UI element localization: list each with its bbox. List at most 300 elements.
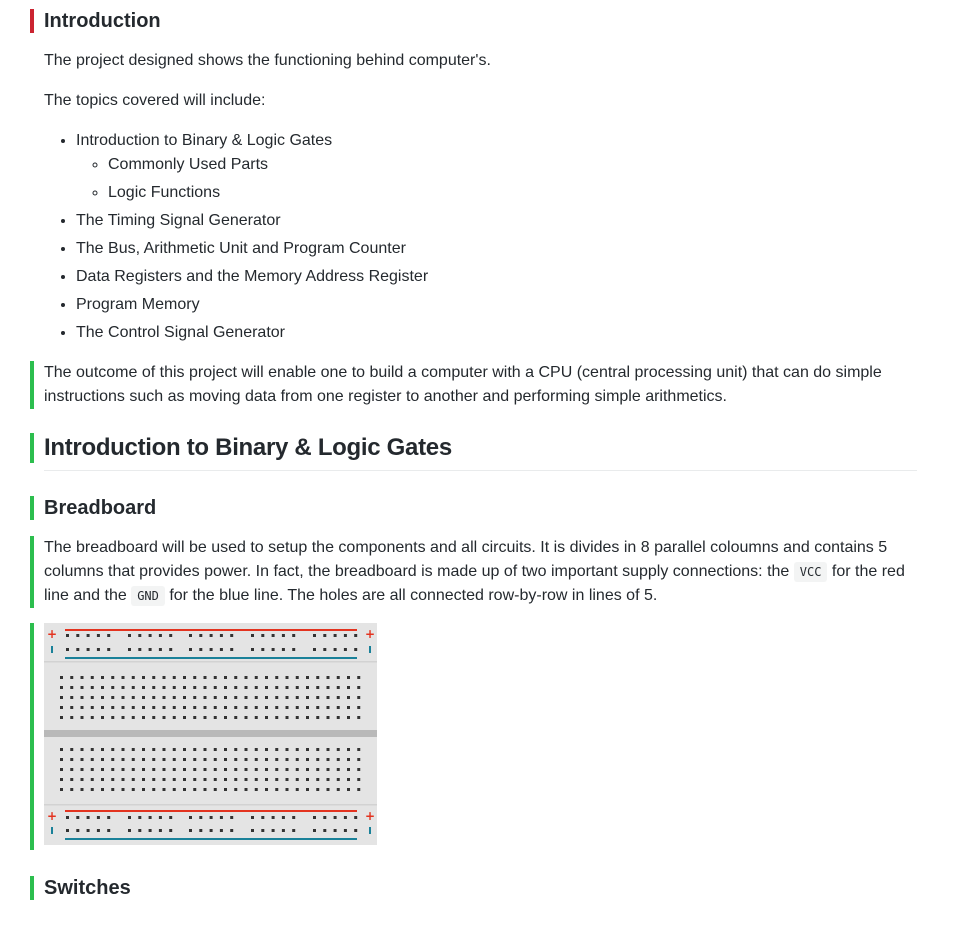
list-item: ◦ Logic Functions	[108, 181, 428, 205]
terminal-hole	[214, 788, 217, 791]
terminal-hole	[152, 706, 155, 709]
heading-divider	[44, 470, 917, 471]
terminal-hole	[265, 758, 268, 761]
rail-hole	[149, 648, 152, 651]
terminal-hole	[111, 706, 114, 709]
terminal-hole	[142, 748, 145, 751]
terminal-hole	[306, 758, 309, 761]
terminal-hole	[142, 716, 145, 719]
terminal-hole	[306, 768, 309, 771]
terminal-hole	[275, 706, 278, 709]
rail-hole	[323, 829, 326, 832]
terminal-hole	[245, 706, 248, 709]
rail-hole	[97, 634, 100, 637]
rail-hole	[138, 816, 141, 819]
rail-hole	[334, 829, 337, 832]
terminal-hole	[306, 696, 309, 699]
terminal-hole	[111, 768, 114, 771]
terminal-hole	[224, 778, 227, 781]
terminal-hole	[152, 676, 155, 679]
terminal-hole	[163, 696, 166, 699]
rail-hole	[323, 648, 326, 651]
rail-hole	[313, 816, 316, 819]
terminal-hole	[255, 676, 258, 679]
rail-hole	[261, 634, 264, 637]
terminal-hole	[234, 696, 237, 699]
rail-hole	[282, 634, 285, 637]
terminal-hole	[224, 768, 227, 771]
terminal-hole	[173, 778, 176, 781]
terminal-hole	[275, 676, 278, 679]
terminal-hole	[60, 696, 63, 699]
terminal-hole	[337, 716, 340, 719]
terminal-hole	[337, 758, 340, 761]
rail-hole	[261, 648, 264, 651]
terminal-hole	[347, 758, 350, 761]
terminal-hole	[234, 788, 237, 791]
terminal-hole	[193, 696, 196, 699]
terminal-hole	[183, 676, 186, 679]
rail-hole	[199, 634, 202, 637]
terminal-hole	[142, 778, 145, 781]
terminal-hole	[337, 778, 340, 781]
list-item: • The Bus, Arithmetic Unit and Program Counter	[76, 237, 428, 261]
rail-hole	[344, 829, 347, 832]
terminal-hole	[265, 706, 268, 709]
rail-hole	[169, 634, 172, 637]
terminal-hole	[101, 716, 104, 719]
terminal-hole	[296, 788, 299, 791]
terminal-hole	[255, 758, 258, 761]
terminal-hole	[327, 778, 330, 781]
rail-hole	[292, 634, 295, 637]
terminal-hole	[81, 696, 84, 699]
terminal-hole	[122, 706, 125, 709]
terminal-hole	[91, 748, 94, 751]
terminal-hole	[316, 706, 319, 709]
terminal-hole	[347, 696, 350, 699]
terminal-hole	[286, 768, 289, 771]
terminal-hole	[245, 758, 248, 761]
terminal-hole	[152, 758, 155, 761]
terminal-hole	[204, 696, 207, 699]
terminal-hole	[70, 676, 73, 679]
terminal-hole	[81, 716, 84, 719]
terminal-hole	[173, 716, 176, 719]
rail-hole	[261, 829, 264, 832]
terminal-hole	[337, 748, 340, 751]
rail-hole	[189, 634, 192, 637]
terminal-hole	[275, 788, 278, 791]
list-item	[76, 129, 428, 205]
terminal-hole	[81, 748, 84, 751]
terminal-hole	[316, 696, 319, 699]
terminal-hole	[173, 788, 176, 791]
terminal-hole	[327, 716, 330, 719]
terminal-hole	[224, 748, 227, 751]
terminal-hole	[101, 758, 104, 761]
rail-hole	[230, 829, 233, 832]
rail-hole	[313, 648, 316, 651]
terminal-hole	[111, 716, 114, 719]
plus-icon: +	[364, 809, 376, 823]
terminal-hole	[152, 696, 155, 699]
terminal-hole	[132, 768, 135, 771]
terminal-hole	[163, 768, 166, 771]
terminal-hole	[142, 706, 145, 709]
rail-hole	[323, 816, 326, 819]
rail-hole	[76, 648, 79, 651]
rail-hole	[128, 816, 131, 819]
terminal-hole	[275, 748, 278, 751]
rail-hole	[272, 634, 275, 637]
terminal-hole	[70, 716, 73, 719]
terminal-hole	[275, 758, 278, 761]
terminal-hole	[101, 768, 104, 771]
heading-breadboard: Breadboard	[30, 496, 156, 520]
terminal-hole	[357, 686, 360, 689]
rail-hole	[97, 829, 100, 832]
breadboard-text-3: for the blue line. The holes are all connected row-by-row in lines of 5.	[169, 587, 658, 604]
terminal-hole	[214, 696, 217, 699]
terminal-hole	[204, 676, 207, 679]
rail-hole	[334, 816, 337, 819]
rail-hole	[251, 816, 254, 819]
rail-hole	[87, 816, 90, 819]
plus-icon: +	[364, 627, 376, 641]
bottom-rail-negative-line	[65, 838, 357, 840]
terminal-hole	[316, 676, 319, 679]
rail-hole	[149, 634, 152, 637]
terminal-hole	[255, 716, 258, 719]
rail-hole	[354, 634, 357, 637]
terminal-hole	[245, 686, 248, 689]
rail-hole	[334, 648, 337, 651]
terminal-hole	[183, 748, 186, 751]
terminal-hole	[286, 758, 289, 761]
terminal-hole	[286, 788, 289, 791]
terminal-hole	[316, 768, 319, 771]
rail-hole	[313, 829, 316, 832]
terminal-hole	[327, 686, 330, 689]
terminal-hole	[60, 686, 63, 689]
terminal-hole	[163, 716, 166, 719]
terminal-hole	[214, 758, 217, 761]
terminal-hole	[204, 758, 207, 761]
terminal-hole	[265, 748, 268, 751]
terminal-hole	[255, 748, 258, 751]
rail-hole	[230, 816, 233, 819]
terminal-hole	[347, 778, 350, 781]
terminal-hole	[245, 676, 248, 679]
rail-hole	[66, 648, 69, 651]
outcome-text: The outcome of this project will enable one to build a computer with a CPU (central processing unit) that can do simple instructions such as moving data from one register to another and performing simple arithmetics.	[44, 364, 882, 405]
terminal-hole	[173, 748, 176, 751]
rail-hole	[230, 634, 233, 637]
terminal-hole	[296, 686, 299, 689]
rail-hole	[159, 648, 162, 651]
terminal-hole	[234, 778, 237, 781]
rail-hole	[189, 829, 192, 832]
terminal-hole	[214, 778, 217, 781]
rail-hole	[272, 829, 275, 832]
list-item: • The Timing Signal Generator	[76, 209, 428, 233]
terminal-hole	[152, 686, 155, 689]
terminal-hole	[101, 706, 104, 709]
rail-hole	[159, 634, 162, 637]
terminal-hole	[327, 676, 330, 679]
terminal-hole	[204, 748, 207, 751]
heading-binary-logic-gates: Introduction to Binary & Logic Gates	[30, 433, 452, 463]
terminal-hole	[91, 758, 94, 761]
terminal-hole	[234, 706, 237, 709]
terminal-hole	[173, 706, 176, 709]
terminal-hole	[337, 676, 340, 679]
terminal-hole	[193, 758, 196, 761]
terminal-hole	[132, 696, 135, 699]
rail-hole	[210, 829, 213, 832]
rail-hole	[251, 648, 254, 651]
terminal-hole	[286, 706, 289, 709]
terminal-hole	[245, 696, 248, 699]
breadboard-image-block	[30, 623, 377, 850]
terminal-hole	[306, 778, 309, 781]
terminal-hole	[101, 748, 104, 751]
terminal-hole	[255, 768, 258, 771]
terminal-hole	[122, 748, 125, 751]
terminal-hole	[234, 676, 237, 679]
terminal-hole	[224, 696, 227, 699]
terminal-hole	[296, 706, 299, 709]
rail-hole	[220, 648, 223, 651]
terminal-hole	[142, 768, 145, 771]
terminal-hole	[91, 716, 94, 719]
terminal-hole	[173, 768, 176, 771]
terminal-hole	[214, 716, 217, 719]
rail-hole	[159, 829, 162, 832]
terminal-hole	[152, 748, 155, 751]
rail-hole	[97, 816, 100, 819]
terminal-hole	[81, 778, 84, 781]
terminal-hole	[60, 716, 63, 719]
terminal-hole	[81, 758, 84, 761]
terminal-hole	[255, 778, 258, 781]
heading-switches: Switches	[30, 876, 131, 900]
rail-hole	[344, 634, 347, 637]
terminal-hole	[60, 768, 63, 771]
terminal-hole	[193, 768, 196, 771]
terminal-hole	[245, 768, 248, 771]
rail-hole	[87, 829, 90, 832]
rail-hole	[149, 816, 152, 819]
list-item-label: Introduction to Binary & Logic Gates	[76, 132, 333, 149]
terminal-hole	[245, 748, 248, 751]
rail-hole	[149, 829, 152, 832]
terminal-hole	[265, 768, 268, 771]
terminal-hole	[91, 686, 94, 689]
rail-hole	[199, 829, 202, 832]
terminal-hole	[91, 706, 94, 709]
terminal-hole	[193, 748, 196, 751]
terminal-hole	[101, 778, 104, 781]
rail-hole	[128, 634, 131, 637]
terminal-hole	[357, 696, 360, 699]
minus-icon	[51, 827, 53, 834]
terminal-hole	[183, 788, 186, 791]
rail-hole	[334, 634, 337, 637]
terminal-hole	[204, 686, 207, 689]
terminal-hole	[224, 716, 227, 719]
terminal-hole	[91, 768, 94, 771]
terminal-hole	[173, 686, 176, 689]
terminal-hole	[255, 696, 258, 699]
terminal-hole	[337, 768, 340, 771]
terminal-hole	[327, 768, 330, 771]
terminal-hole	[234, 686, 237, 689]
rail-hole	[251, 829, 254, 832]
rail-hole	[169, 648, 172, 651]
terminal-hole	[327, 788, 330, 791]
terminal-hole	[234, 758, 237, 761]
terminal-hole	[163, 748, 166, 751]
terminal-hole	[91, 696, 94, 699]
terminal-hole	[357, 706, 360, 709]
rail-hole	[354, 829, 357, 832]
terminal-hole	[173, 696, 176, 699]
terminal-hole	[183, 768, 186, 771]
terminal-hole	[337, 696, 340, 699]
rail-hole	[282, 816, 285, 819]
terminal-hole	[275, 696, 278, 699]
terminal-hole	[224, 788, 227, 791]
terminal-hole	[70, 778, 73, 781]
terminal-hole	[357, 676, 360, 679]
terminal-hole	[224, 706, 227, 709]
terminal-hole	[193, 706, 196, 709]
terminal-hole	[152, 768, 155, 771]
terminal-hole	[122, 686, 125, 689]
rail-hole	[76, 829, 79, 832]
terminal-hole	[265, 686, 268, 689]
terminal-hole	[316, 686, 319, 689]
terminal-hole	[337, 788, 340, 791]
rail-hole	[97, 648, 100, 651]
rail-hole	[87, 634, 90, 637]
rail-separator-bottom	[44, 804, 377, 806]
terminal-hole	[275, 686, 278, 689]
terminal-hole	[204, 716, 207, 719]
rail-hole	[87, 648, 90, 651]
center-channel	[44, 730, 377, 737]
terminal-hole	[327, 696, 330, 699]
terminal-hole	[224, 676, 227, 679]
terminal-hole	[122, 778, 125, 781]
terminal-hole	[347, 716, 350, 719]
terminal-hole	[296, 676, 299, 679]
terminal-hole	[316, 778, 319, 781]
terminal-hole	[70, 748, 73, 751]
rail-hole	[282, 829, 285, 832]
terminal-hole	[306, 748, 309, 751]
terminal-hole	[132, 778, 135, 781]
terminal-hole	[286, 716, 289, 719]
terminal-hole	[60, 706, 63, 709]
minus-icon	[369, 827, 371, 834]
terminal-hole	[306, 788, 309, 791]
terminal-hole	[265, 788, 268, 791]
terminal-hole	[337, 686, 340, 689]
terminal-hole	[296, 768, 299, 771]
terminal-hole	[163, 676, 166, 679]
terminal-hole	[286, 676, 289, 679]
rail-hole	[313, 634, 316, 637]
terminal-hole	[357, 716, 360, 719]
terminal-hole	[306, 676, 309, 679]
list-item: • The Control Signal Generator	[76, 321, 428, 345]
rail-hole	[292, 648, 295, 651]
terminal-hole	[316, 716, 319, 719]
terminal-hole	[245, 788, 248, 791]
terminal-hole	[214, 676, 217, 679]
breadboard-description	[30, 536, 931, 608]
terminal-hole	[132, 676, 135, 679]
rail-hole	[261, 816, 264, 819]
terminal-hole	[183, 778, 186, 781]
top-rail-negative-line	[65, 657, 357, 659]
rail-hole	[128, 648, 131, 651]
terminal-hole	[296, 748, 299, 751]
terminal-hole	[347, 768, 350, 771]
terminal-hole	[111, 748, 114, 751]
rail-hole	[220, 816, 223, 819]
rail-hole	[292, 829, 295, 832]
terminal-hole	[132, 716, 135, 719]
terminal-hole	[245, 778, 248, 781]
terminal-hole	[296, 758, 299, 761]
terminal-hole	[214, 706, 217, 709]
terminal-hole	[81, 686, 84, 689]
terminal-hole	[142, 686, 145, 689]
terminal-hole	[163, 686, 166, 689]
terminal-hole	[214, 686, 217, 689]
terminal-hole	[234, 748, 237, 751]
terminal-hole	[265, 716, 268, 719]
topics-intro-paragraph: The topics covered will include:	[44, 92, 266, 109]
rail-hole	[107, 816, 110, 819]
terminal-hole	[183, 758, 186, 761]
terminal-hole	[152, 716, 155, 719]
terminal-hole	[163, 778, 166, 781]
terminal-hole	[357, 778, 360, 781]
terminal-hole	[70, 768, 73, 771]
terminal-hole	[306, 706, 309, 709]
terminal-hole	[316, 758, 319, 761]
terminal-hole	[296, 778, 299, 781]
terminal-hole	[286, 696, 289, 699]
terminal-hole	[111, 788, 114, 791]
rail-hole	[199, 648, 202, 651]
rail-hole	[282, 648, 285, 651]
rail-hole	[107, 648, 110, 651]
rail-hole	[138, 634, 141, 637]
terminal-hole	[224, 758, 227, 761]
terminal-hole	[316, 788, 319, 791]
terminal-hole	[183, 696, 186, 699]
terminal-hole	[70, 758, 73, 761]
terminal-hole	[173, 758, 176, 761]
minus-icon	[51, 646, 53, 653]
list-item: • Program Memory	[76, 293, 428, 317]
